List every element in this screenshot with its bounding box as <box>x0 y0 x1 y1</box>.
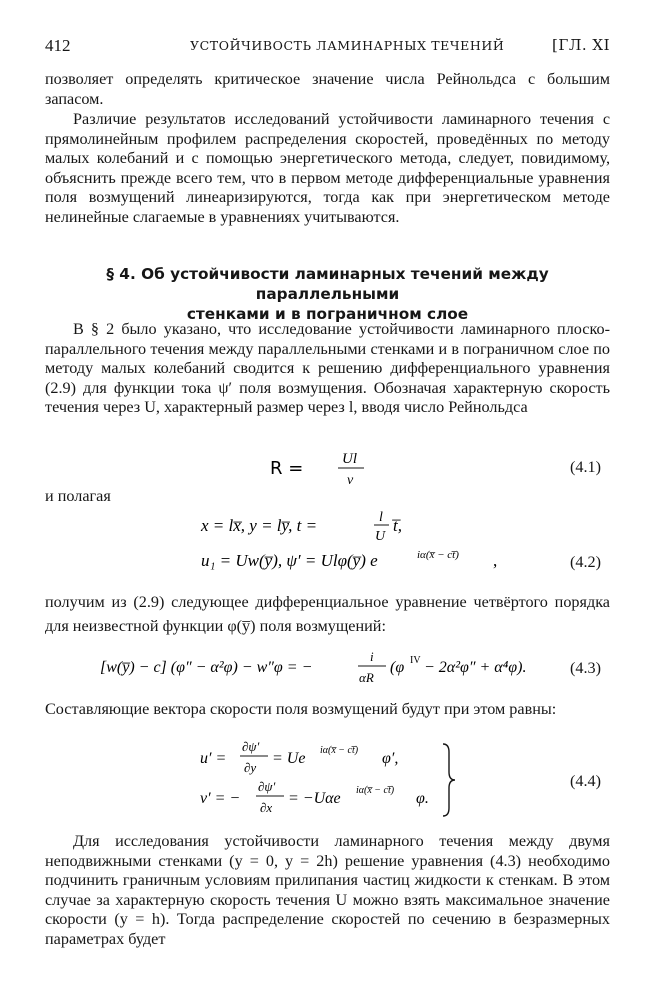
eq41-numerator: Ul <box>342 451 357 467</box>
equation-4-4 <box>198 737 448 817</box>
eq42-line2: u₁ = Uw(y̅), ψ′ = Ulφ(y̅) e <box>201 551 378 570</box>
eq42-frac-den: U <box>375 529 386 544</box>
eq43-rhs-sup: IV <box>410 655 421 666</box>
eq44-l1-tail: φ′, <box>382 750 399 767</box>
eq44-l2-exp: iα(x̅ − ct̅) <box>356 785 395 796</box>
equation-4-2 <box>195 503 525 583</box>
eq42-line2-tail: , <box>493 551 498 570</box>
eq43-frac-num: i <box>370 649 374 664</box>
eq44-l2-lhs: v′ = − <box>200 790 241 807</box>
eq43-rhs-tail: − 2α²φ″ + α⁴φ). <box>424 659 527 676</box>
eq43-label: (4.3) <box>570 659 602 677</box>
equation-4-1 <box>260 446 380 490</box>
section-heading-line-1: § 4. Об устойчивости ламинарных течений между параллельными <box>106 265 549 303</box>
eq42-frac-num: l <box>379 510 383 525</box>
equation-4-3 <box>96 646 566 690</box>
eq44-l2-num: ∂ψ′ <box>258 779 276 794</box>
eq42-line2-exp: iα(x̅ − ct̅) <box>417 549 459 561</box>
paragraph-3: В § 2 было указано, что исследование устойчивости ламинарного плоско-параллельного течения между параллельными стенками и в пограничном слое по методу малых колебаний сводится к решению дифференциального уравнения (2.9) для функции тока ψ′ поля возмущения. Обозначая характерную скорость течения через U, характерный размер через l, вводя число Рейнольдса <box>45 320 610 417</box>
running-header <box>45 36 610 56</box>
eq44-l1-exp: iα(x̅ − ct̅) <box>320 745 359 756</box>
eq42-label: (4.2) <box>570 553 602 571</box>
eq42-line1-tail: t̅, <box>393 516 402 535</box>
page-number: 412 <box>45 36 71 55</box>
eq44-l1-mid: = Ue <box>272 750 306 767</box>
paragraph-7: Для исследования устойчивости ламинарного течения между двумя неподвижными стенками (y = 0, y = 2h) решение уравнения (4.3) необходимо подчинить граничным условиям прилипания частиц жидкости к стенкам. В этом случае за характерную скорость течения U можно взять максимальное значение скорости (y = h). Тогда распределение скоростей по сечению в безразмерных параметрах будет <box>45 832 610 948</box>
eq44-l2-mid: = −Uαe <box>288 790 341 807</box>
paragraph-5: получим из (2.9) следующее дифференциальное уравнение четвёртого порядка для неизвестной функции φ(y̅) поля возмущений: <box>45 593 610 635</box>
running-title: УСТОЙЧИВОСТЬ ЛАМИНАРНЫХ ТЕЧЕНИЙ <box>190 38 505 53</box>
eq44-label: (4.4) <box>570 772 602 790</box>
section-heading-line-2: стенками и в пограничном слое <box>186 305 469 323</box>
right-brace <box>440 742 458 818</box>
paragraph-2: Различие результатов исследований устойчивости ламинарного течения с прямолинейным профилем распределения скоростей, проведённых по методу малых колебаний и с помощью энергетического метода, следует, повидимому, объяснить прежде всего тем, что в первом методе дифференциальные уравнения поля возмущений линеаризируются, тогда как при энергетическом методе нелинейные слагаемые в уравнениях учитываются. <box>45 110 610 226</box>
eq41-label: (4.1) <box>570 458 602 476</box>
paragraph-4: и полагая <box>45 487 111 505</box>
eq44-l2-den: ∂x <box>260 800 273 815</box>
eq42-line1: x = lx̅, y = ly̅, t = <box>201 516 318 535</box>
chapter-label: [ГЛ. XI <box>552 36 610 54</box>
eq41-denominator: ν <box>347 473 354 488</box>
eq44-l1-lhs: u′ = <box>200 750 227 767</box>
paragraph-1: позволяет определять критическое значение числа Рейнольдса с большим запасом. <box>45 70 610 108</box>
paragraph-6: Составляющие вектора скорости поля возмущений будут при этом равны: <box>45 700 557 718</box>
eq44-l2-tail: φ. <box>416 790 429 807</box>
eq43-lhs: [w(y̅) − c] (φ″ − α²φ) − w″φ = − <box>100 659 313 676</box>
eq44-l1-num: ∂ψ′ <box>242 739 260 754</box>
eq43-rhs: (φ <box>390 659 405 676</box>
eq43-frac-den: αR <box>359 670 374 685</box>
section-heading <box>45 264 610 324</box>
eq44-l1-den: ∂y <box>244 760 257 775</box>
eq41-lhs: R = <box>270 458 304 479</box>
